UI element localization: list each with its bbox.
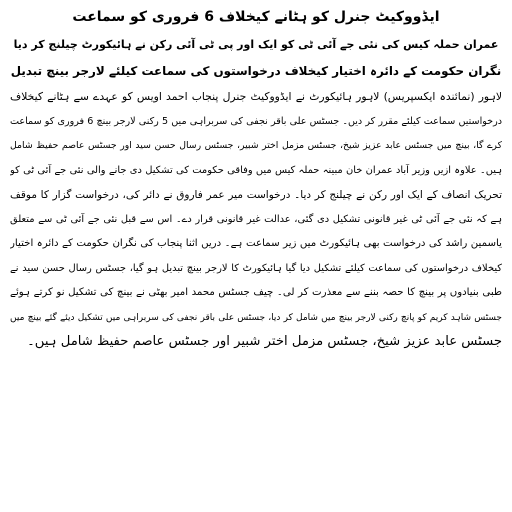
headline-larger-bench: نگران حکومت کے دائرہ اختیار کیخلاف درخواستوں کی سماعت کیلئے لارجر بینچ تبدیل <box>10 64 502 78</box>
headline-advocate-general: ایڈووکیٹ جنرل کو ہٹانے کیخلاف 6 فروری کو سماعت <box>72 9 440 25</box>
headline-block <box>10 4 502 85</box>
body-line: تحریک انصاف کے ایک اور رکن نے چیلنج کر دیا۔ درخواست میر عمر فاروق نے دائر کی، درخواست گزار کا موقف <box>10 189 502 201</box>
body-line: لاہور (نمائندہ ایکسپریس) لاہور ہائیکورٹ نے ایڈووکیٹ جنرل پنجاب احمد اویس کو عہدے سے ہٹانے کیخلاف <box>10 90 502 103</box>
body-line: جسٹس عابد عزیز شیخ، جسٹس مزمل اختر شبیر اور جسٹس عاصم حفیظ شامل ہیں۔ <box>27 334 502 349</box>
headline-jit-challenge: عمران حملہ کیس کی نئی جے آئی ٹی کو ایک اور پی ٹی آئی رکن نے ہائیکورٹ چیلنج کر دیا <box>13 38 499 51</box>
body-line: طبی بنیادوں پر بینچ کا حصہ بننے سے معذرت کر لی۔ چیف جسٹس محمد امیر بھٹی نے بینچ کی تشکیل نو کرتے ہوئے <box>10 287 502 298</box>
body-line: ہیں۔ علاوہ ازیں وزیر آباد عمران خان مبینہ حملہ کیس میں وفاقی حکومت کی تشکیل دی جانے والی نئی جے آئی ٹی کو <box>10 164 502 176</box>
article-body <box>10 85 502 355</box>
body-line: یاسمین راشد کی درخواست بھی ہائیکورٹ میں زیر سماعت ہے۔ دریں اثنا پنجاب کی نگران حکومت کے دائرہ اختیار <box>10 238 502 249</box>
body-line: کیخلاف درخواستوں کی سماعت کیلئے تشکیل دیا گیا ہائیکورٹ کا لارجر بینچ تبدیل ہو گیا، جسٹس رسال حسن سید نے <box>10 262 502 274</box>
body-line: جسٹس شاہد کریم کو پانچ رکنی لارجر بینچ میں شامل کر دیا، جسٹس علی باقر نجفی کی سربراہی میں تشکیل دیئے گئے بینچ میں <box>10 312 502 323</box>
body-line: کرے گا، بینچ میں جسٹس عابد عزیز شیخ، جسٹس مزمل اختر شبیر، جسٹس رسال حسن سید اور جسٹس عاصم حفیظ شامل <box>10 140 502 151</box>
body-line: ہے کہ نئی جے آئی ٹی غیر قانونی تشکیل دی گئی، عدالت غیر قانونی قرار دے۔ اس سے قبل نئی جے آئی ٹی سے متعلق <box>10 213 502 225</box>
body-line: درخواستیں سماعت کیلئے مقرر کر دیں۔ جسٹس علی باقر نجفی کی سربراہی میں 5 رکنی لارجر بینچ 6 فروری کو سماعت <box>10 115 502 127</box>
